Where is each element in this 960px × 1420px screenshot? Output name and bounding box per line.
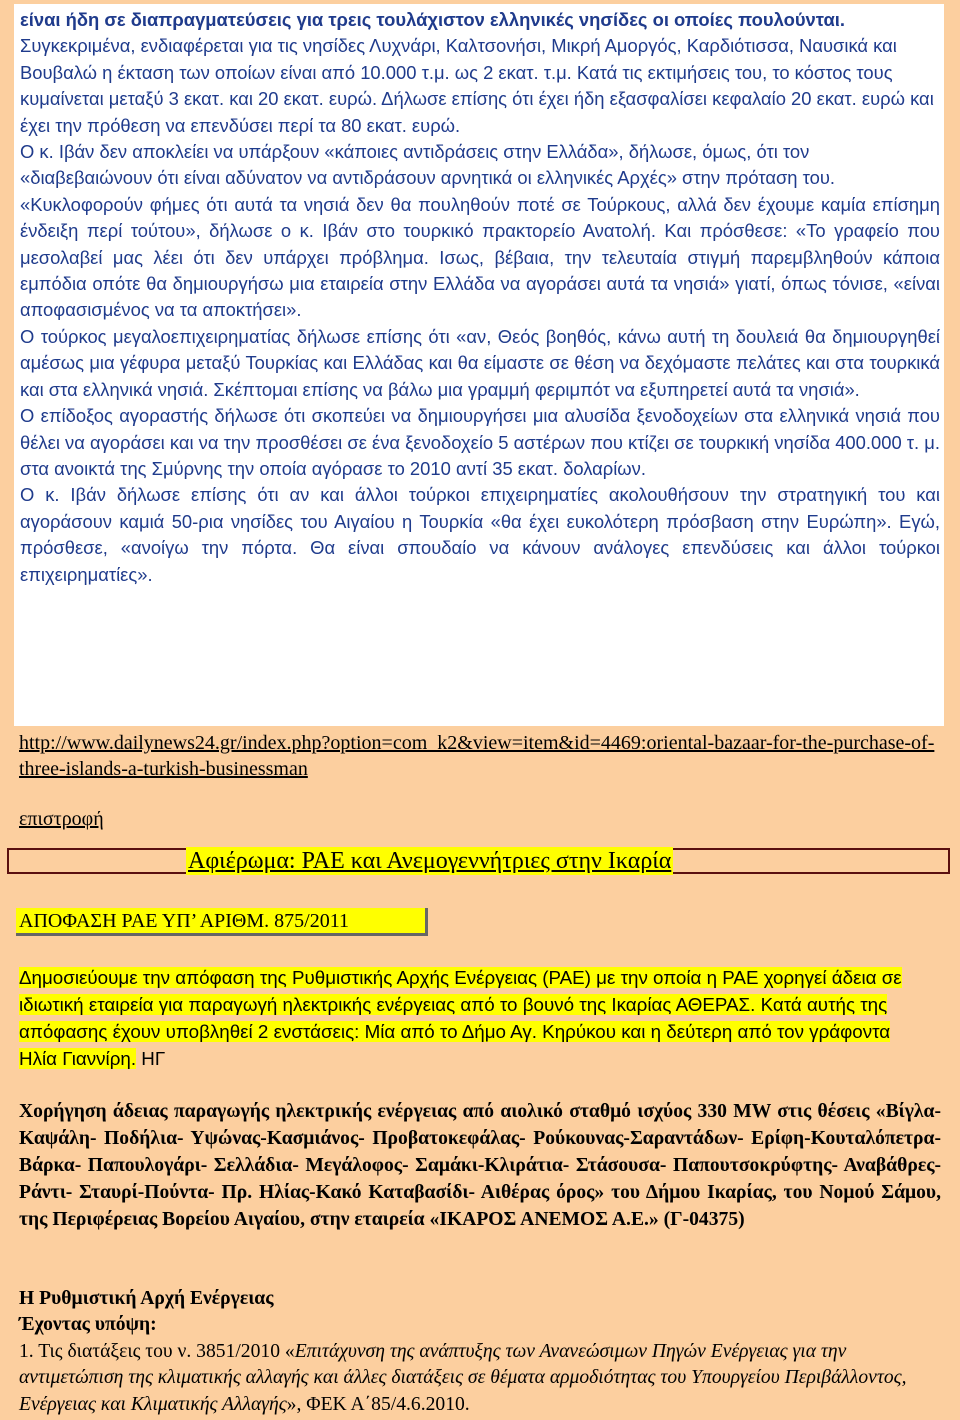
decision-title: ΑΠΟΦΑΣΗ ΡΑΕ ΥΠ’ ΑΡΙΘΜ. 875/2011 (16, 908, 428, 936)
rae-heading: Η Ρυθμιστική Αρχή Ενέργειας (19, 1288, 274, 1309)
intro-highlighted-text: Δημοσιεύουμε την απόφαση της Ρυθμιστικής Αρχής Ενέργειας (ΡΑΕ) με την οποία η ΡΑΕ χορηγεί άδεια σε ιδιωτική εταιρεία για παραγωγή ηλεκτρικής ενέργειας από το βουνό της Ικαρίας ΑΘΕΡΑΣ. Κατά αυτής της απόφασης έχουν υποβληθεί 2 ενστάσεις: Μία από το Δήμο Αγ. Κηρύκου και η δεύτερη από τον γράφοντα Ηλία Γιαννίρη. (19, 967, 902, 1069)
article-paragraph-3: Ο κ. Ιβάν δεν αποκλείει να υπάρξουν «κάποιες αντιδράσεις στην Ελλάδα», δήλωσε, όμως, ότι τον «διαβεβαιώνουν ότι είναι αδύνατον να αντιδράσουν αρνητικά οι ελληνικές Αρχές» στην πρόταση του. (20, 141, 836, 189)
article-paragraph-1: είναι ήδη σε διαπραγματεύσεις για τρεις τουλάχιστον ελληνικές νησίδες οι οποίες πουλούνται. (20, 9, 845, 30)
article-paragraph-7: Ο κ. Ιβάν δήλωσε επίσης ότι αν και άλλοι τούρκοι επιχειρηματίες ακολουθήσουν την στρατηγική του και αγοράσουν καμιά 50-ρια νησίδες του Αιγαίου η Τουρκία «θα έχει ευκολότερη πρόσβαση στην Ευρώπη». Εγώ, πρόσθεσε, «ανοίγω την πόρτα. Θα είναι σπουδαίο να κάνουν ανάλογες επενδύσεις και άλλοι τούρκοι επιχειρηματίες». (20, 484, 940, 585)
rae-item-1-prefix: 1. Τις διατάξεις του ν. 3851/2010 « (19, 1340, 295, 1362)
rae-considering: Έχοντας υπόψη: (19, 1314, 157, 1336)
article-box (14, 4, 944, 726)
license-paragraph: Χορήγηση άδειας παραγωγής ηλεκτρικής ενέργειας από αιολικό σταθμό ισχύος 330 MW στις θέσεις «Βίγλα- Καψάλη- Ποδήλια- Υψώνας-Κασμιάνος- Προβατοκεφάλας- Ρούκουνας-Σαραντάδων- Ερίφη-Κουταλόπετρα- Βάρκα- Παπουλογάρι- Σελλάδια- Μεγάλοφος- Σαμάκι-Κλιράτια- Στάσουσα- Παπουτσοκρύφτης- Αναβάθρες- Ράντι- Σταυρί-Πούντα- Πρ. Ηλίας-Κακό Καταβασίδι- Αιθέρας όρος» του Δήμου Ικαρίας, του Νομού Σάμου, της Περιφέρειας Βορείου Αιγαίου, στην εταιρεία «ΙΚΑΡΟΣ ΑΝΕΜΟΣ Α.Ε.» (Γ-04375) (19, 1101, 941, 1230)
article-paragraph-2: Συγκεκριμένα, ενδιαφέρεται για τις νησίδες Λυχνάρι, Καλτσονήσι, Μικρή Αμοργός, Καρδιότισσα, Ναυσικά και Βουβαλώ η έκταση των οποίων είναι από 10.000 τ.μ. ως 2 εκατ. τ.μ. Κατά τις εκτιμήσεις του, το κόστος τους κυμαίνεται μεταξύ 3 εκατ. και 20 εκατ. ευρώ. Δήλωσε επίσης ότι έχει ήδη εξασφαλίσει κεφαλαίο 20 εκατ. ευρώ και έχει την πρόθεση να επενδύσει περί τα 80 εκατ. ευρώ. (20, 35, 934, 136)
source-link[interactable]: http://www.dailynews24.gr/index.php?option=com_k2&view=item&id=4469:oriental-bazaar-for-the-purchase-of-three-islands-a-turkish-businessman (19, 732, 935, 780)
rae-item-1-title: Επιτάχυνση της ανάπτυξης των Ανανεώσιμων Πηγών Ενέργειας για την αντιμετώπιση της κλιματικής αλλαγής και άλλες διατάξεις σε θέματα αρμοδιότητας του Υπουργείου Περιβάλλοντος, Ενέργειας και Κλιματικής Αλλαγής (19, 1340, 907, 1415)
article-paragraph-4: «Κυκλοφορούν φήμες ότι αυτά τα νησιά δεν θα πουληθούν ποτέ σε Τούρκους, αλλά δεν έχουμε καμία επίσημη ένδειξη περί τούτου», δήλωσε ο κ. Ιβάν στο τουρκικό πρακτορείο Ανατολή. Και πρόσθεσε: «Το γραφείο που μεσολαβεί μας λέει ότι δεν υπάρχει πρόβλημα. Ισως, βέβαια, την τελευταία στιγμή παρεμβληθούν κάποια εμπόδια οπότε θα δημιουργήσω μια εταιρεία στην Ελλάδα να αγοράσει αυτά τα νησιά» γιατί, όπως τόνισε, «είναι αποφασισμένος να τα αποκτήσει». (20, 193, 940, 321)
rae-item-1 (19, 1339, 941, 1418)
intro-signature: ΗΓ (141, 1048, 166, 1069)
rae-section (19, 1286, 941, 1418)
rae-item-1-suffix: », ΦΕΚ Α΄85/4.6.2010. (286, 1393, 470, 1415)
banner-title: Αφιέρωμα: ΡΑΕ και Ανεμογεννήτριες στην Ικαρία (188, 848, 672, 874)
article-paragraph-6: Ο επίδοξος αγοραστής δήλωσε ότι σκοπεύει να δημιουργήσει μια αλυσίδα ξενοδοχείων στα ελληνικά νησιά που θέλει να αγοράσει και να την προσθέσει σε ένα ξενοδοχείο 5 αστέρων που κτίζει σε τουρκική νησίδα 400.000 τ. μ. στα ανοικτά της Σμύρνης την οποία αγόρασε το 2010 αντί 35 εκατ. δολαρίων. (20, 405, 940, 479)
article-paragraph-5: Ο τούρκος μεγαλοεπιχειρηματίας δήλωσε επίσης ότι «αν, Θεός βοηθός, κάνω αυτή τη δουλειά θα δημιουργηθεί αμέσως μια γέφυρα μεταξύ Τουρκίας και Ελλάδας και θα είμαστε σε θέση να δεχόμαστε πελάτες και στα τουρκικά και στα ελληνικά νησιά. Σκέπτομαι επίσης να βάλω μια γραμμή φεριμπότ να εξυπηρετεί αυτά τα νησιά». (20, 325, 940, 400)
back-link[interactable]: επιστροφή (19, 808, 104, 830)
intro-paragraph (19, 964, 931, 1072)
